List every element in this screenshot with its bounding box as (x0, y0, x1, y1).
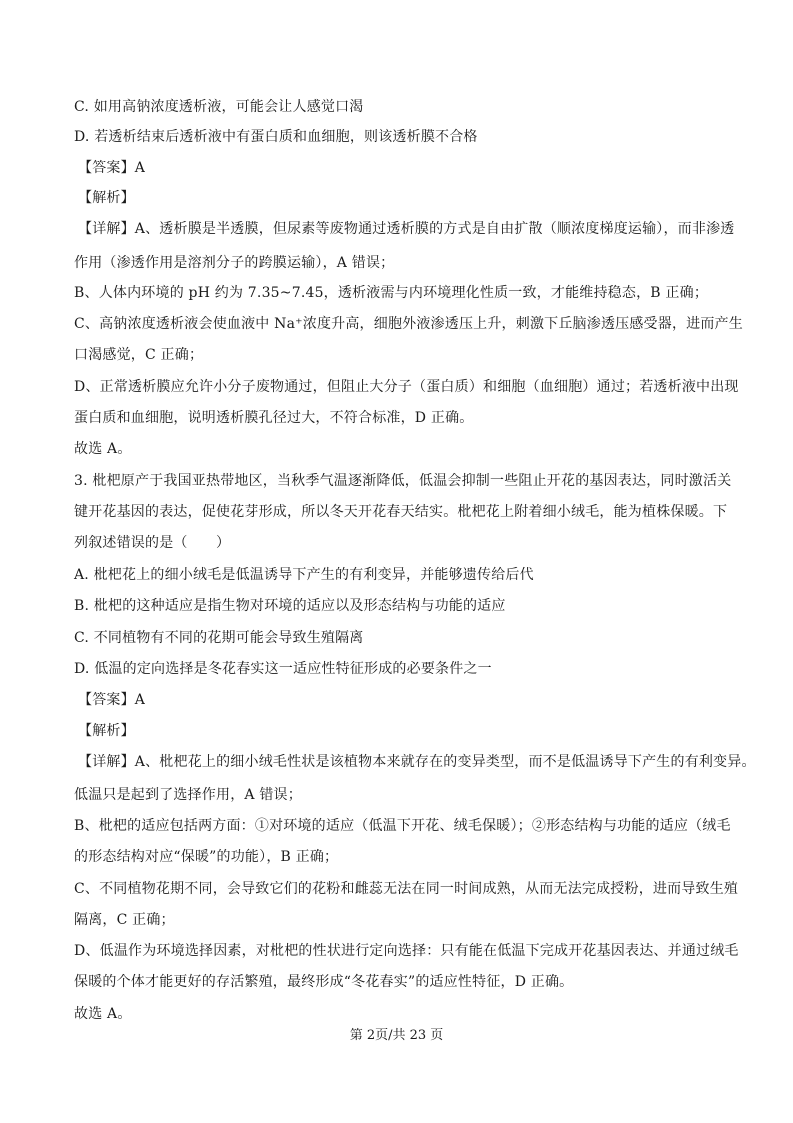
explanation-line: C、高钠浓度透析液会使血液中 Na⁺浓度升高，细胞外液渗透压上升，刺激下丘脑渗透压感受器，进而产生 (74, 316, 743, 332)
explanation-line: 的形态结构对应“保暖”的功能），B 正确； (74, 849, 339, 865)
explanation-line: B、枇杷的适应包括两方面：①对环境的适应（低温下开花、绒毛保暖）；②形态结构与功能的适应（绒毛 (74, 818, 731, 834)
question-3-line: 列叙述错误的是（ ） (74, 535, 231, 551)
option-b-line: B. 枇杷的这种适应是指生物对环境的适应以及形态结构与功能的适应 (74, 598, 506, 614)
conclusion-line: 故选 A。 (74, 1006, 132, 1022)
option-c-line: C. 如用高钠浓度透析液，可能会让人感觉口渴 (74, 99, 364, 115)
explanation-line: 【详解】A、枇杷花上的细小绒毛性状是该植物本来就存在的变异类型，而不是低温诱导下产生的有利变异。 (78, 754, 756, 770)
question-3-line: 键开花基因的表达，促使花芽形成，所以冬天开花春天结实。枇杷花上附着细小绒毛，能为植株保暖。下 (74, 504, 728, 520)
option-a-line: A. 枇杷花上的细小绒毛是低温诱导下产生的有利变异，并能够遗传给后代 (74, 567, 534, 583)
explanation-line: D、低温作为环境选择因素，对枇杷的性状进行定向选择：只有能在低温下完成开花基因表达、并通过绒毛 (74, 943, 739, 959)
explanation-line: 蛋白质和血细胞，说明透析膜孔径过大，不符合标准，D 正确。 (74, 410, 474, 426)
explanation-line: 【详解】A、透析膜是半透膜，但尿素等废物通过透析膜的方式是自由扩散（顺浓度梯度运输），而非渗透 (78, 221, 735, 237)
answer-label: 【答案】A (78, 692, 146, 708)
option-d-line: D. 若透析结束后透析液中有蛋白质和血细胞，则该透析膜不合格 (74, 129, 478, 145)
explanation-line: 低温只是起到了选择作用，A 错误； (74, 787, 302, 803)
explanation-line: 作用（渗透作用是溶剂分子的跨膜运输），A 错误； (74, 255, 395, 271)
page-number-footer: 第 2页/共 23 页 (349, 1028, 444, 1043)
explanation-line: B、人体内环境的 pH 约为 7.35~7.45，透析液需与内环境理化性质一致，才能维持稳态，B 正确； (74, 285, 709, 301)
explanation-line: 隔离，C 正确； (74, 912, 175, 928)
option-c-line: C. 不同植物有不同的花期可能会导致生殖隔离 (74, 630, 364, 646)
explanation-line: D、正常透析膜应允许小分子废物通过，但阻止大分子（蛋白质）和细胞（血细胞）通过；若透析液中出现 (74, 379, 739, 395)
explanation-line: C、不同植物花期不同，会导致它们的花粉和雌蕊无法在同一时间成熟，从而无法完成授粉，进而导致生殖 (74, 881, 739, 897)
option-d-line: D. 低温的定向选择是冬花春实这一适应性特征形成的必要条件之一 (74, 661, 492, 677)
analysis-label: 【解析】 (78, 190, 135, 206)
explanation-line: 口渴感觉，C 正确； (74, 347, 204, 363)
conclusion-line: 故选 A。 (74, 441, 132, 457)
question-3-line: 3. 枇杷原产于我国亚热带地区，当秋季气温逐渐降低，低温会抑制一些阻止开花的基因表达，同时激活关 (74, 473, 732, 489)
explanation-line: 保暖的个体才能更好的存活繁殖，最终形成“冬花春实”的适应性特征，D 正确。 (74, 974, 574, 990)
analysis-label: 【解析】 (78, 723, 135, 739)
answer-label: 【答案】A (78, 160, 146, 176)
